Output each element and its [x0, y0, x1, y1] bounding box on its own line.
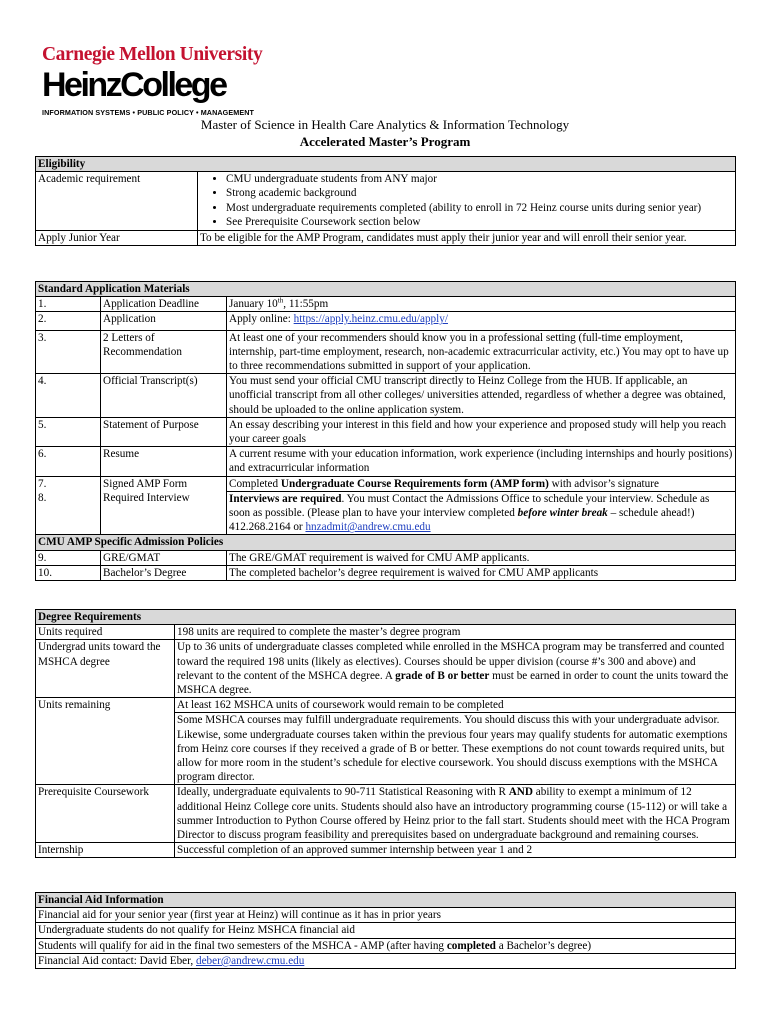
item-label: GRE/GMAT — [101, 550, 227, 565]
eligibility-bullet: • Strong academic background — [226, 186, 733, 200]
item-label: Required Interview — [101, 491, 227, 535]
item-number: 5. — [36, 417, 101, 446]
undergrad-units-text: Up to 36 units of undergraduate classes completed while enrolled in the MSHCA program may be transferred and counted toward the required 198 units (likely as electives). Courses should be upper division (course #’s 300 and above) and relevant to the content of the MSHCA degree. A grade of B or better must be earned in order to count the units toward the MSHCA degree. — [175, 640, 736, 698]
academic-requirement-list — [198, 172, 736, 231]
item-text: At least one of your recommenders should know you in a professional setting (full-time employment, internship, part-time employment, research, non-academic extracurricular activity, etc.) You may opt to have up to three recommendations submitted in support of your application. — [227, 330, 736, 374]
page-title: Master of Science in Health Care Analytics & Information Technology — [200, 117, 570, 132]
eligibility-bullet: • Most undergraduate requirements completed (ability to enroll in 72 Heinz course units during senior year) — [226, 201, 733, 215]
item-number: 2. — [36, 312, 101, 330]
materials-heading: Standard Application Materials — [36, 282, 736, 297]
university-name: Carnegie Mellon University — [42, 44, 263, 65]
degree-table — [35, 609, 736, 858]
units-remaining-label: Units remaining — [36, 698, 175, 785]
academic-requirement-label: Academic requirement — [36, 172, 198, 231]
item-text: January 10th, 11:55pm — [227, 297, 736, 312]
item-number: 6. — [36, 447, 101, 476]
cmu-amp-heading: CMU AMP Specific Admission Policies — [36, 535, 736, 550]
admissions-email-link[interactable]: hnzadmit@andrew.cmu.edu — [305, 521, 431, 534]
page-subtitle: Accelerated Master’s Program — [299, 134, 471, 149]
item-label: Application Deadline — [101, 297, 227, 312]
item-label: Official Transcript(s) — [101, 374, 227, 418]
eligibility-table — [35, 156, 736, 246]
heinz-logo — [42, 44, 272, 120]
units-required-text: 198 units are required to complete the master’s degree program — [175, 625, 736, 640]
apply-junior-label: Apply Junior Year — [36, 231, 198, 246]
item-text: Apply online: https://apply.heinz.cmu.edu/apply/ — [227, 312, 736, 330]
units-remaining-detail: Some MSHCA courses may fulfill undergraduate requirements. You should discuss this with your undergraduate advisor. Likewise, some undergraduate courses taken within the previous four years may qualify students for automatic exemptions from Heinz core courses if they received a grade of B or better. These exemptions do not count towards required units, but allow for more room in the student’s schedule for elective coursework. You should discuss exemptions with the MSHCA program director. — [175, 713, 736, 785]
item-number: 8. — [36, 491, 101, 535]
item-label: Statement of Purpose — [101, 417, 227, 446]
apply-junior-text: To be eligible for the AMP Program, candidates must apply their junior year and will enroll their senior year. — [198, 231, 736, 246]
prerequisite-text: Ideally, undergraduate equivalents to 90-711 Statistical Reasoning with R AND ability to exempt a minimum of 12 additional Heinz College core units. Students should also have an introductory programming course (15-112) or will take a summer Introduction to Python Course offered by Heinz prior to the fall start. Students should meet with the HCA Program Director to discuss program feasibility and prerequisites based on undergraduate background and remaining courses. — [175, 785, 736, 843]
item-text: Interviews are required. You must Contact the Admissions Office to schedule your interview. Schedule as soon as possible. (Please plan to have your interview completed before winter break – schedule ahead!) 412.268.2164 or hnzadmit@andrew.cmu.edu — [227, 491, 736, 535]
item-label: Resume — [101, 447, 227, 476]
item-label: 2 Letters of Recommendation — [101, 330, 227, 374]
item-text: The GRE/GMAT requirement is waived for CMU AMP applicants. — [227, 550, 736, 565]
item-text: You must send your official CMU transcript directly to Heinz College from the HUB. If applicable, an unofficial transcript from all other colleges/ universities attended, regardless of whether a degree was obtained, should be uploaded to the online application system. — [227, 374, 736, 418]
finaid-email-link[interactable]: deber@andrew.cmu.edu — [196, 954, 305, 967]
eligibility-bullet: • See Prerequisite Coursework section below — [226, 215, 733, 229]
item-text: An essay describing your interest in this field and how your experience and proposed study will help you reach your career goals — [227, 417, 736, 446]
college-name: HeinzCollege — [42, 66, 226, 104]
internship-label: Internship — [36, 843, 175, 858]
prerequisite-label: Prerequisite Coursework — [36, 785, 175, 843]
college-tagline: INFORMATION SYSTEMS • PUBLIC POLICY • MANAGEMENT — [42, 108, 255, 117]
item-number: 4. — [36, 374, 101, 418]
finaid-table — [35, 892, 736, 969]
finaid-line: Undergraduate students do not qualify for Heinz MSHCA financial aid — [36, 923, 736, 938]
internship-text: Successful completion of an approved summer internship between year 1 and 2 — [175, 843, 736, 858]
item-number: 1. — [36, 297, 101, 312]
eligibility-bullet: • CMU undergraduate students from ANY major — [226, 172, 733, 186]
finaid-line: Students will qualify for aid in the final two semesters of the MSHCA - AMP (after having completed a Bachelor’s degree) — [36, 938, 736, 953]
units-remaining-text: At least 162 MSHCA units of coursework would remain to be completed — [175, 698, 736, 713]
item-number: 7. — [36, 476, 101, 491]
item-number: 9. — [36, 550, 101, 565]
finaid-heading: Financial Aid Information — [36, 893, 736, 908]
item-text: The completed bachelor’s degree requirement is waived for CMU AMP applicants — [227, 565, 736, 580]
finaid-line: Financial aid for your senior year (first year at Heinz) will continue as it has in prior years — [36, 908, 736, 923]
eligibility-heading: Eligibility — [36, 157, 736, 172]
item-label: Application — [101, 312, 227, 330]
units-required-label: Units required — [36, 625, 175, 640]
item-label: Signed AMP Form — [101, 476, 227, 491]
item-text: Completed Undergraduate Course Requirements form (AMP form) with advisor’s signature — [227, 476, 736, 491]
finaid-line: Financial Aid contact: David Eber, deber@andrew.cmu.edu — [36, 953, 736, 968]
item-number: 10. — [36, 565, 101, 580]
materials-table — [35, 281, 736, 581]
item-label: Bachelor’s Degree — [101, 565, 227, 580]
application-link[interactable]: https://apply.heinz.cmu.edu/apply/ — [293, 313, 448, 326]
item-number: 3. — [36, 330, 101, 374]
degree-heading: Degree Requirements — [36, 610, 736, 625]
undergrad-units-label: Undergrad units toward the MSHCA degree — [36, 640, 175, 698]
item-text: A current resume with your education information, work experience (including internships and hourly positions) and extracurricular information — [227, 447, 736, 476]
